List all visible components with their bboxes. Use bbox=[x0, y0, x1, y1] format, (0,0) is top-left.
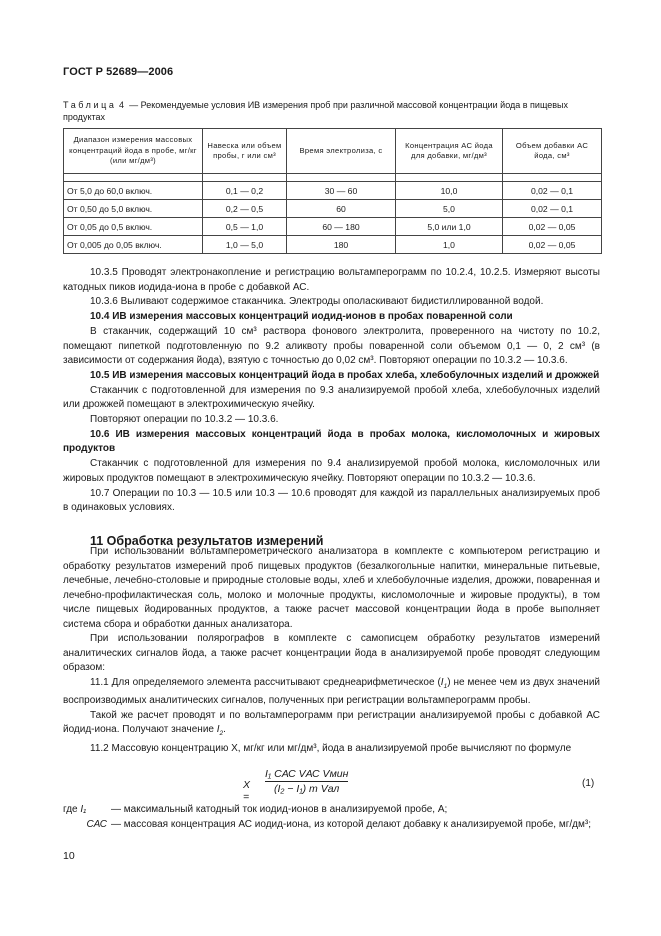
paragraph-10-3-6: 10.3.6 Выливают содержимое стаканчика. Электроды ополаскивают бидистиллированной водой. bbox=[90, 296, 544, 308]
table-header-cell: Концентрация АС йода для добавки, мг/дм³ bbox=[396, 129, 503, 174]
table-cell: 0,5 — 1,0 bbox=[203, 218, 287, 236]
table-cell: 1,0 — 5,0 bbox=[203, 236, 287, 254]
table-header-cell: Диапазон измерения массовых концентраций йода в пробе, мг/кг (или мг/дм³) bbox=[64, 129, 203, 174]
page-number: 10 bbox=[63, 850, 75, 862]
table-cell: От 0,05 до 0,5 включ. bbox=[64, 218, 203, 236]
heading-10-5: 10.5 ИВ измерения массовых концентраций йода в пробах хлеба, хлебобулочных изделий и дрожжей bbox=[90, 369, 600, 381]
formula-fraction bbox=[265, 768, 348, 795]
table-caption-number: 4 bbox=[119, 100, 127, 110]
paragraph-10-4: В стаканчик, содержащий 10 см³ раствора фонового электролита, проверенного на чистоту по 10.2, помещают пипеткой подготовленную по 9.2 аликвоту пробы поваренной соли объемом 0,1 — 0, 2 см³ (в зависимости от содержания йода), взятую с точностью до 0,02 см³. Повторяют операции по 10.3.2 — 10.3.6. bbox=[63, 325, 600, 367]
section-10-text bbox=[63, 266, 600, 565]
formula-number: (1) bbox=[582, 778, 595, 789]
table-cell: 5,0 bbox=[396, 200, 503, 218]
table-cell: 180 bbox=[287, 236, 396, 254]
paragraph-11-2: 11.2 Массовую концентрацию X, мг/кг или мг/дм³, йода в анализируемой пробе вычисляют по формуле bbox=[90, 742, 572, 754]
table-cell: 0,1 — 0,2 bbox=[203, 182, 287, 200]
legend-text: — максимальный катодный ток иодид-ионов в анализируемой пробе, А; bbox=[111, 804, 448, 815]
heading-10-6: 10.6 ИВ измерения массовых концентраций йода в пробах молока, кисломолочных и жировых продуктов bbox=[63, 428, 600, 455]
paragraph-11-1-end: ) не менее чем из двух значений воспроизводимых аналитических сигналов, полученных при регистрации вольтамперограмм пробы. bbox=[63, 676, 600, 706]
table-spacer-row bbox=[64, 174, 602, 182]
table-cell: 1,0 bbox=[396, 236, 503, 254]
legend-symbol bbox=[63, 818, 109, 833]
legend-row bbox=[63, 818, 600, 833]
paragraph-11-1-addition-text: Такой же расчет проводят и по вольтамперограмм при регистрации анализируемой пробы с добавкой АС йодид-иона. Получают значение bbox=[63, 709, 600, 735]
legend-symbol bbox=[63, 803, 109, 818]
paragraph-10-5-repeat: Повторяют операции по 10.3.2 — 10.3.6. bbox=[90, 414, 279, 426]
table-row bbox=[64, 182, 602, 200]
paragraph-11-1 bbox=[63, 676, 600, 709]
section-11-heading: 11 Обработка результатов измерений bbox=[90, 533, 324, 548]
table-cell: 5,0 или 1,0 bbox=[396, 218, 503, 236]
paragraph-10-7: 10.7 Операции по 10.3 — 10.5 или 10.3 — 10.6 проводят для каждой из параллельных анализируемых проб в одинаковых условиях. bbox=[63, 487, 600, 514]
table-cell: 0,02 — 0,1 bbox=[503, 200, 602, 218]
table-header-cell: Навеска или объем пробы, г или см³ bbox=[203, 129, 287, 174]
table-header-cell: Время электролиза, с bbox=[287, 129, 396, 174]
symbol-i1: $I_1$ bbox=[440, 676, 448, 690]
table-cell: 0,02 — 0,1 bbox=[503, 182, 602, 200]
standard-code: ГОСТ Р 52689—2006 bbox=[63, 66, 174, 78]
table-cell: 60 — 180 bbox=[287, 218, 396, 236]
paragraph-10-6: Стаканчик с подготовленной для измерения по 9.4 анализируемой пробой молока, кисломолочных или жировых продуктов помещают в электрохимическую ячейку. Повторяют операции по 10.3.2 — 10.3.6. bbox=[63, 458, 600, 484]
table-cell: 60 bbox=[287, 200, 396, 218]
conditions-table bbox=[63, 128, 602, 254]
table-caption-label: Таблица bbox=[63, 100, 117, 110]
table-cell: 10,0 bbox=[396, 182, 503, 200]
paragraph-11-polarograph: При использовании полярографов в комплекте с самописцем обработку результатов измерений аналитических сигналов йода, а также расчет концентрации йода в анализируемой пробе проводят следующим образом: bbox=[63, 633, 600, 673]
table-row bbox=[64, 236, 602, 254]
paragraph-10-3-5: 10.3.5 Проводят электронакопление и регистрацию вольтамперограмм по 10.2.4, 10.2.5. Измеряют высоты катодных пиков иодида-иона в пробе с добавкой АС. bbox=[63, 267, 600, 293]
table-header-row bbox=[64, 129, 602, 174]
table-cell: От 0,005 до 0,05 включ. bbox=[64, 236, 203, 254]
legend-lead: где bbox=[63, 804, 78, 815]
table-cell: От 0,50 до 5,0 включ. bbox=[64, 200, 203, 218]
table-caption bbox=[63, 100, 603, 123]
formula-lhs: X = bbox=[243, 779, 251, 803]
table-row bbox=[64, 218, 602, 236]
legend-symbol-text: I₁ bbox=[80, 804, 87, 815]
legend-row bbox=[63, 803, 600, 818]
table-cell: 0,2 — 0,5 bbox=[203, 200, 287, 218]
table-cell: От 5,0 до 60,0 включ. bbox=[64, 182, 203, 200]
table-cell: 0,02 — 0,05 bbox=[503, 218, 602, 236]
legend-symbol-text: CАС bbox=[86, 818, 107, 830]
table-header-cell: Объем добавки АС йода, см³ bbox=[503, 129, 602, 174]
table-caption-text: — Рекомендуемые условия ИВ измерения проб при различной массовой концентрации йода в пищевых продуктах bbox=[63, 100, 569, 122]
paragraph-11-1-start: 11.1 Для определяемого элемента рассчитывают среднеарифметическое ( bbox=[90, 676, 441, 688]
table-cell: 0,02 — 0,05 bbox=[503, 236, 602, 254]
symbol-i2: $I_2$ bbox=[216, 724, 224, 737]
legend-text: — массовая концентрация АС иодид-иона, из которой делают добавку к анализируемой пробе, мг/дм³; bbox=[111, 818, 591, 830]
table-cell: 30 — 60 bbox=[287, 182, 396, 200]
table-row bbox=[64, 200, 602, 218]
paragraph-11-1-addition: Такой же расчет проводят и по вольтамперограмм при регистрации анализируемой пробы с добавкой АС йодид-иона. Получают значение $I_2$. bbox=[63, 709, 600, 737]
section-11-text bbox=[63, 545, 600, 756]
paragraph-11-intro: При использовании вольтамперометрического анализатора в комплекте с компьютером регистрацию и обработку результатов измерений проб пищевых продуктов (безалкогольные напитки, минеральные питьевые, лечебные, лечебно-столовые и природные столовые воды, хлеб и хлебобулочные изделия, дрожжи, поваренная и лечебно-профилактическая соль, молоко и молочные продукты, кисломолочные и жировые продукты), в том числе пищевых йодированных продуктов, а также расчет массовой концентрации йода в пробе выполняет система сбора и обработки данных анализатора. bbox=[63, 546, 600, 630]
formula-numerator: I₁ CАС VАС Vмин bbox=[265, 768, 349, 780]
heading-10-4: 10.4 ИВ измерения массовых концентраций иодид-ионов в пробах поваренной соли bbox=[90, 311, 513, 323]
formula-denominator: (I₂ − I₁) m Vал bbox=[274, 783, 340, 795]
paragraph-10-5: Стаканчик с подготовленной для измерения по 9.3 анализируемой пробой хлеба, хлебобулочных изделий или дрожжей помещают в электрохимическую ячейку. bbox=[63, 384, 600, 411]
formula-legend bbox=[63, 803, 600, 832]
